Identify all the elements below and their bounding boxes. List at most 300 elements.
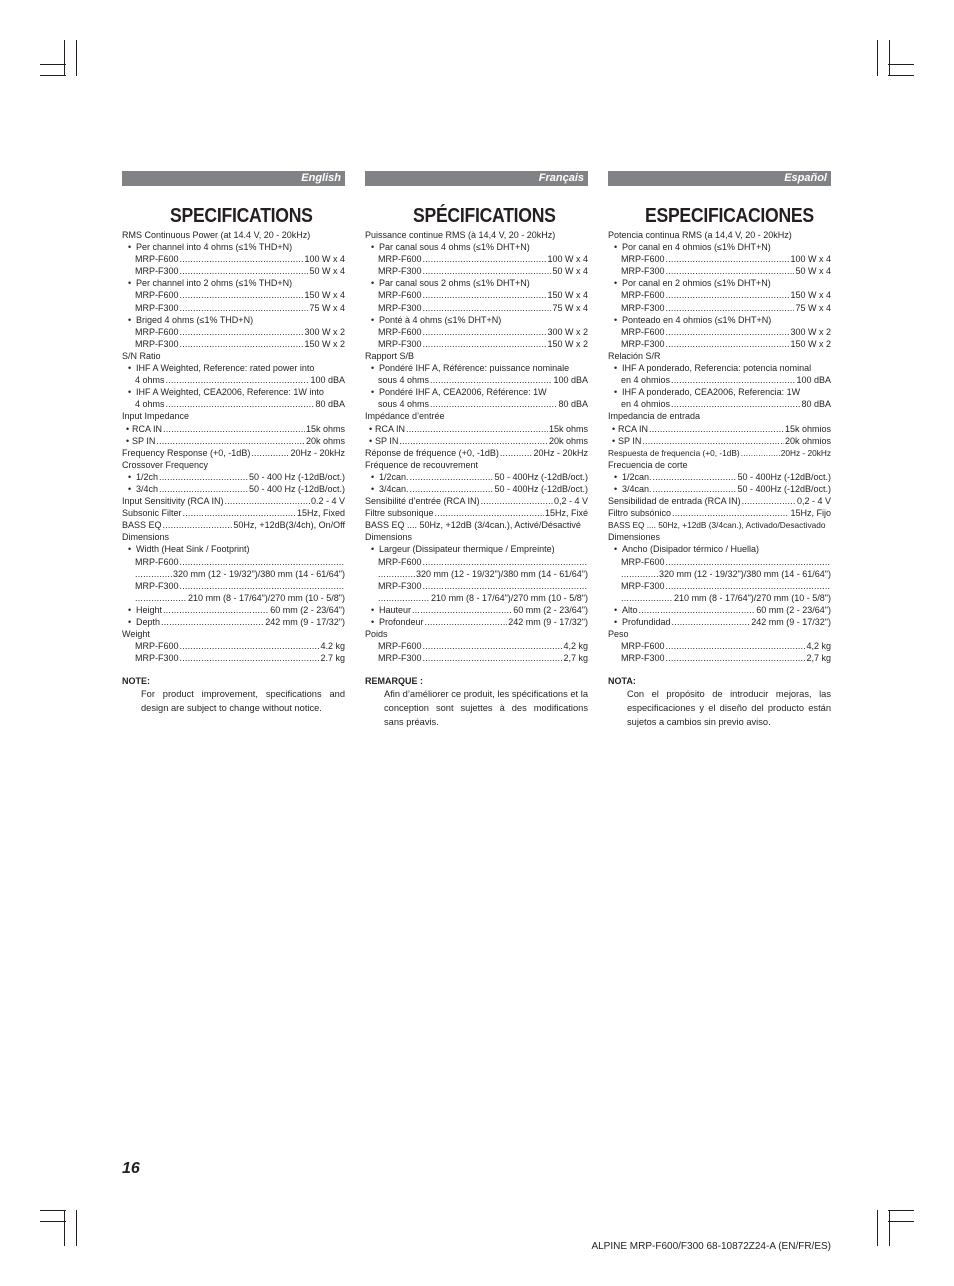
spec-label: Respuesta de frequencia (+0, -1dB) (608, 447, 740, 458)
spec-line (365, 374, 588, 386)
spec-label: sous 4 ohms (378, 375, 430, 386)
spec-line (608, 410, 831, 422)
spec-label: • Por canal en 4 ohmios (≤1% DHT+N) (614, 242, 771, 253)
spec-line (122, 568, 345, 580)
spec-value: 50 - 400 Hz (-12dB/oct.) (248, 483, 345, 494)
note-label: NOTE: (122, 676, 150, 687)
spec-label: • Hauteur (371, 604, 412, 615)
spec-line (608, 531, 831, 543)
spec-line (122, 483, 345, 495)
dot-leader (423, 289, 547, 301)
spec-value: 15Hz, Fijo (790, 508, 831, 519)
spec-line (122, 519, 345, 531)
dot-leader (425, 616, 508, 628)
spec-line (122, 350, 345, 362)
spec-value: 100 dBA (796, 375, 831, 386)
spec-label: Input Impedance (122, 411, 190, 422)
spec-line (365, 350, 588, 362)
spec-label: Poids (365, 629, 388, 640)
spec-value: 20Hz - 20kHz (533, 447, 588, 458)
crop-mark (64, 1210, 65, 1246)
spec-value: 4,2 kg (563, 641, 588, 652)
spec-line (608, 398, 831, 410)
spec-line (365, 592, 588, 604)
spec-line (608, 253, 831, 265)
dot-leader (180, 289, 304, 301)
spec-label: • RCA IN (612, 423, 649, 434)
spec-line (122, 459, 345, 471)
spec-line (122, 580, 345, 592)
dot-leader (378, 568, 415, 580)
spec-label: MRP-F600 (135, 641, 179, 652)
spec-line (608, 519, 831, 531)
spec-line (122, 302, 345, 314)
dot-leader (671, 374, 795, 386)
spec-line (365, 362, 588, 374)
dot-leader (423, 265, 552, 277)
spec-label: • Alto (614, 604, 638, 615)
spec-label: BASS EQ .... 50Hz, +12dB (3/4can.), Activado/Desactivado (608, 520, 826, 531)
spec-line (365, 507, 588, 519)
spec-label: Rapport S/B (365, 350, 415, 361)
dot-leader (639, 604, 756, 616)
bullet-icon: • (371, 242, 375, 253)
dot-leader (180, 253, 304, 265)
dot-leader (672, 616, 751, 628)
spec-label: MRP-F300 (378, 302, 422, 313)
bullet-icon: • (614, 617, 618, 627)
dot-leader (135, 592, 187, 604)
spec-line (365, 289, 588, 301)
spec-line (608, 507, 831, 519)
bullet-icon: • (128, 387, 132, 398)
spec-value: 20Hz - 20kHz (780, 447, 831, 458)
spec-label: • Pondéré IHF A, Référence: puissance nominale (371, 363, 570, 374)
spec-line (365, 628, 588, 640)
bullet-icon: • (128, 617, 132, 627)
spec-label: Peso (608, 629, 629, 640)
spec-line (608, 483, 831, 495)
spec-value: 80 dBA (315, 399, 345, 410)
spec-label: en 4 ohmios (621, 375, 671, 386)
spec-value: 150 W x 2 (547, 338, 588, 349)
spec-label: • 1/2can. (614, 471, 652, 482)
spec-line (608, 277, 831, 289)
spec-value: 20k ohms (305, 435, 345, 446)
spec-value: 50Hz, +12dB(3/4ch), On/Off (233, 520, 345, 531)
spec-label: MRP-F300 (135, 266, 179, 277)
spec-line (122, 253, 345, 265)
dot-leader (412, 604, 512, 616)
spec-line (122, 471, 345, 483)
spec-label: RMS Continuous Power (at 14.4 V, 20 - 20kHz) (122, 230, 311, 240)
spec-label: en 4 ohmios (621, 399, 671, 410)
dot-leader (423, 338, 547, 350)
language-bar: Français (365, 171, 588, 186)
dot-leader (672, 507, 789, 519)
spec-line (608, 447, 831, 459)
dot-leader (666, 580, 830, 592)
spec-label: Impédance d’entrée (365, 411, 445, 422)
spec-label: MRP-F300 (621, 653, 665, 664)
spec-line (122, 338, 345, 350)
bullet-icon: • (371, 483, 375, 494)
spec-line (122, 556, 345, 568)
spec-value: 2.7 kg (320, 653, 345, 664)
spec-line (365, 302, 588, 314)
dot-leader (423, 580, 587, 592)
spec-line (365, 265, 588, 277)
column-english (122, 171, 345, 716)
dot-leader (225, 495, 310, 507)
spec-label: Impedancia de entrada (608, 411, 701, 422)
spec-label: 4 ohms (135, 399, 165, 410)
spec-line (365, 483, 588, 495)
spec-value: 2,7 kg (563, 653, 588, 664)
spec-value: 4,2 kg (806, 641, 831, 652)
dot-leader (621, 568, 658, 580)
bullet-icon: • (371, 604, 375, 615)
spec-value: 320 mm (12 - 19/32")/380 mm (14 - 61/64") (416, 568, 588, 579)
bullet-icon: • (371, 471, 375, 482)
spec-value: 20k ohms (548, 435, 588, 446)
spec-value: 150 W x 2 (304, 338, 345, 349)
bullet-icon: • (614, 471, 618, 482)
spec-label: MRP-F300 (621, 302, 665, 313)
spec-label: • Ponté à 4 ohms (≤1% DHT+N) (371, 314, 502, 325)
dot-leader (135, 568, 172, 580)
spec-label: MRP-F600 (621, 254, 665, 265)
spec-line (608, 543, 831, 555)
bullet-icon: • (128, 278, 132, 289)
dot-leader (666, 652, 806, 664)
column-spanish (608, 171, 831, 730)
spec-value: 210 mm (8 - 17/64")/270 mm (10 - 5/8") (431, 592, 588, 603)
spec-value: 100 W x 4 (547, 254, 588, 265)
spec-line (365, 604, 588, 616)
spec-label: • 3/4can. (614, 483, 652, 494)
spec-label: Réponse de fréquence (+0, -1dB) (365, 447, 499, 458)
spec-value: 242 mm (9 - 17/32") (508, 617, 588, 627)
bullet-icon: • (371, 278, 375, 289)
bullet-icon: • (614, 278, 618, 289)
section-title: SPECIFICATIONS (170, 205, 313, 227)
spec-label: • 1/2ch (128, 471, 159, 482)
dot-leader (423, 652, 563, 664)
dot-leader (430, 398, 557, 410)
bullet-icon: • (614, 242, 618, 253)
spec-value: 0,2 - 4 V (796, 496, 831, 507)
crop-mark (40, 1210, 66, 1211)
bullet-icon: • (371, 314, 375, 325)
spec-line (122, 604, 345, 616)
spec-label: Dimensions (365, 532, 413, 543)
dot-leader (742, 495, 796, 507)
spec-line (365, 568, 588, 580)
dot-leader (161, 616, 264, 628)
dot-leader (183, 507, 296, 519)
spec-label: MRP-F300 (378, 338, 422, 349)
spec-value: 150 W x 4 (790, 290, 831, 301)
spec-label: MRP-F300 (378, 580, 422, 591)
spec-line (122, 543, 345, 555)
spec-line (122, 447, 345, 459)
spec-label: S/N Ratio (122, 350, 161, 361)
spec-line (365, 326, 588, 338)
spec-value: 50 W x 4 (552, 266, 588, 277)
spec-line (365, 616, 588, 628)
dot-leader (180, 580, 344, 592)
spec-label: • Largeur (Dissipateur thermique / Empreinte) (371, 544, 555, 555)
spec-label: • Par canal sous 4 ohms (≤1% DHT+N) (371, 242, 530, 253)
bullet-icon: • (371, 617, 375, 627)
spec-label: MRP-F600 (378, 641, 422, 652)
spec-line (365, 580, 588, 592)
footer-model-code: ALPINE MRP-F600/F300 68-10872Z24-A (EN/FR/ES) (591, 1241, 831, 1252)
crop-mark (76, 40, 77, 76)
spec-value: 100 W x 4 (304, 254, 345, 265)
crop-mark (64, 40, 65, 76)
bullet-icon: • (614, 483, 618, 494)
crop-mark (40, 64, 66, 65)
spec-label: • 1/2can. (371, 471, 409, 482)
spec-value: 242 mm (9 - 17/32") (751, 617, 831, 627)
bullet-icon: • (128, 242, 132, 253)
spec-label: Dimensions (122, 532, 170, 543)
spec-label: Frecuencia de corte (608, 459, 688, 470)
spec-label: MRP-F300 (135, 302, 179, 313)
spec-label: • Per channel into 2 ohms (≤1% THD+N) (128, 278, 293, 289)
bullet-icon: • (128, 363, 132, 374)
spec-label: • IHF A Weighted, Reference: rated power into (128, 363, 315, 374)
crop-mark (40, 1221, 66, 1222)
spec-value: 80 dBA (558, 399, 588, 410)
dot-leader (671, 398, 800, 410)
spec-label: Fréquence de recouvrement (365, 459, 479, 470)
dot-leader (666, 556, 830, 568)
spec-value: 50 - 400Hz (-12dB/oct.) (737, 483, 831, 494)
spec-value: 50 - 400Hz (-12dB/oct.) (737, 471, 831, 482)
spec-label: Relación S/R (608, 350, 661, 361)
bullet-icon: • (128, 483, 132, 494)
spec-line (608, 495, 831, 507)
spec-line (122, 326, 345, 338)
spec-label: MRP-F600 (378, 556, 422, 567)
spec-line (122, 628, 345, 640)
dot-leader (741, 447, 780, 459)
spec-value: 60 mm (2 - 23/64") (513, 604, 588, 615)
spec-label: BASS EQ (122, 520, 162, 531)
spec-label: Sensibilité d’entrée (RCA IN) (365, 496, 480, 507)
dot-leader (666, 265, 795, 277)
dot-leader (423, 302, 552, 314)
spec-value: 4.2 kg (320, 641, 345, 652)
spec-line (365, 495, 588, 507)
bullet-icon: • (614, 363, 618, 374)
dot-leader (180, 302, 309, 314)
spec-line (608, 302, 831, 314)
spec-line (122, 423, 345, 435)
dot-leader (159, 471, 248, 483)
spec-label: • RCA IN (369, 423, 406, 434)
spec-line (608, 289, 831, 301)
dot-leader (653, 471, 737, 483)
bullet-icon: • (128, 471, 132, 482)
dot-leader (500, 447, 533, 459)
spec-line (122, 652, 345, 664)
spec-value: 242 mm (9 - 17/32") (265, 617, 345, 627)
spec-line (122, 277, 345, 289)
spec-label: MRP-F600 (621, 641, 665, 652)
spec-line (122, 398, 345, 410)
spec-label: • Height (128, 604, 163, 615)
bullet-icon: • (128, 314, 132, 325)
spec-label: MRP-F600 (621, 290, 665, 301)
language-bar: English (122, 171, 345, 186)
section-title: SPÉCIFICATIONS (413, 205, 556, 227)
spec-label: Frequency Response (+0, -1dB) (122, 447, 251, 458)
note-text: For product improvement, specifications and design are subject to change without notice. (141, 689, 345, 714)
spec-label: MRP-F300 (135, 338, 179, 349)
spec-value: 80 dBA (801, 399, 831, 410)
spec-line (365, 640, 588, 652)
bullet-icon: • (371, 363, 375, 374)
dot-leader (649, 423, 784, 435)
spec-label: MRP-F300 (135, 580, 179, 591)
spec-line (365, 519, 588, 531)
crop-mark (888, 75, 914, 76)
spec-value: 20Hz - 20kHz (290, 447, 345, 458)
bullet-icon: • (126, 435, 130, 446)
spec-line (365, 459, 588, 471)
spec-value: 300 W x 2 (547, 326, 588, 337)
spec-value: 50 - 400Hz (-12dB/oct.) (494, 483, 588, 494)
spec-line (365, 253, 588, 265)
spec-label: MRP-F600 (135, 556, 179, 567)
spec-list (608, 229, 831, 664)
dot-leader (180, 265, 309, 277)
dot-leader (621, 592, 673, 604)
spec-label: • SP IN (369, 435, 399, 446)
spec-label: • Depth (128, 617, 161, 627)
spec-label: MRP-F300 (621, 266, 665, 277)
bullet-icon: • (369, 423, 373, 434)
spec-value: 2,7 kg (806, 653, 831, 664)
bullet-icon: • (128, 604, 132, 615)
dot-leader (653, 483, 737, 495)
dot-leader (423, 253, 547, 265)
spec-label: • 3/4can. (371, 483, 409, 494)
spec-label: • Profundidad (614, 617, 671, 627)
spec-line (608, 386, 831, 398)
spec-line (608, 616, 831, 628)
spec-label: • 3/4ch (128, 483, 159, 494)
bullet-icon: • (614, 314, 618, 325)
spec-line (608, 580, 831, 592)
spec-line (122, 314, 345, 326)
dot-leader (423, 326, 547, 338)
spec-line (608, 362, 831, 374)
dot-leader (423, 556, 587, 568)
spec-line (122, 640, 345, 652)
dot-leader (180, 326, 304, 338)
spec-label: • Briged 4 ohms (≤1% THD+N) (128, 314, 254, 325)
spec-line (122, 289, 345, 301)
spec-line (608, 640, 831, 652)
spec-line (365, 338, 588, 350)
page-number: 16 (122, 1160, 140, 1177)
spec-value: 75 W x 4 (309, 302, 345, 313)
spec-line (608, 628, 831, 640)
spec-value: 210 mm (8 - 17/64")/270 mm (10 - 5/8") (188, 592, 345, 603)
dot-leader (666, 289, 790, 301)
spec-line (365, 447, 588, 459)
spec-value: 20k ohmios (784, 435, 831, 446)
dot-leader (163, 604, 269, 616)
spec-label: • Por canal en 2 ohmios (≤1% DHT+N) (614, 278, 771, 289)
spec-value: 150 W x 4 (547, 290, 588, 301)
dot-leader (481, 495, 553, 507)
spec-line (365, 435, 588, 447)
dot-leader (666, 338, 790, 350)
spec-line (365, 423, 588, 435)
dot-leader (666, 640, 806, 652)
spec-line (365, 471, 588, 483)
crop-mark (889, 40, 890, 76)
spec-value: 15k ohms (305, 423, 345, 434)
spec-label: • SP IN (126, 435, 156, 446)
spec-value: 15Hz, Fixed (296, 508, 345, 519)
spec-line (122, 495, 345, 507)
spec-value: 100 W x 4 (790, 254, 831, 265)
spec-label: • IHF A ponderado, Referencia: potencia nominal (614, 363, 812, 374)
spec-label: MRP-F600 (135, 326, 179, 337)
spec-label: sous 4 ohms (378, 399, 430, 410)
crop-mark (76, 1210, 77, 1246)
spec-label: Subsonic Filter (122, 508, 182, 519)
spec-label: • IHF A ponderado, CEA2006, Referencia: 1W (614, 387, 801, 398)
spec-label: • Ancho (Disipador térmico / Huella) (614, 544, 760, 555)
spec-label: MRP-F300 (621, 580, 665, 591)
spec-value: 75 W x 4 (795, 302, 831, 313)
spec-value: 75 W x 4 (552, 302, 588, 313)
spec-list (365, 229, 588, 664)
dot-leader (166, 398, 315, 410)
bullet-icon: • (371, 387, 375, 398)
spec-label: Filtro subsónico (608, 508, 672, 519)
spec-label: MRP-F600 (378, 326, 422, 337)
bullet-icon: • (614, 387, 618, 398)
crop-mark (889, 1210, 890, 1246)
spec-line (608, 314, 831, 326)
spec-label: MRP-F300 (621, 338, 665, 349)
dot-leader (156, 435, 305, 447)
spec-value: 50 - 400Hz (-12dB/oct.) (494, 471, 588, 482)
spec-label: Puissance continue RMS (à 14,4 V, 20 - 20kHz) (365, 230, 556, 240)
spec-value: 50 W x 4 (795, 266, 831, 277)
spec-label: MRP-F600 (378, 290, 422, 301)
crop-mark (888, 1221, 914, 1222)
spec-label: Crossover Frequency (122, 459, 209, 470)
spec-label: Weight (122, 629, 150, 640)
spec-line (608, 326, 831, 338)
spec-label: • Ponteado en 4 ohmios (≤1% DHT+N) (614, 314, 772, 325)
spec-label: MRP-F300 (378, 653, 422, 664)
spec-line (122, 507, 345, 519)
dot-leader (163, 519, 233, 531)
spec-value: 300 W x 2 (790, 326, 831, 337)
spec-label: Potencia continua RMS (a 14,4 V, 20 - 20kHz) (608, 230, 792, 240)
